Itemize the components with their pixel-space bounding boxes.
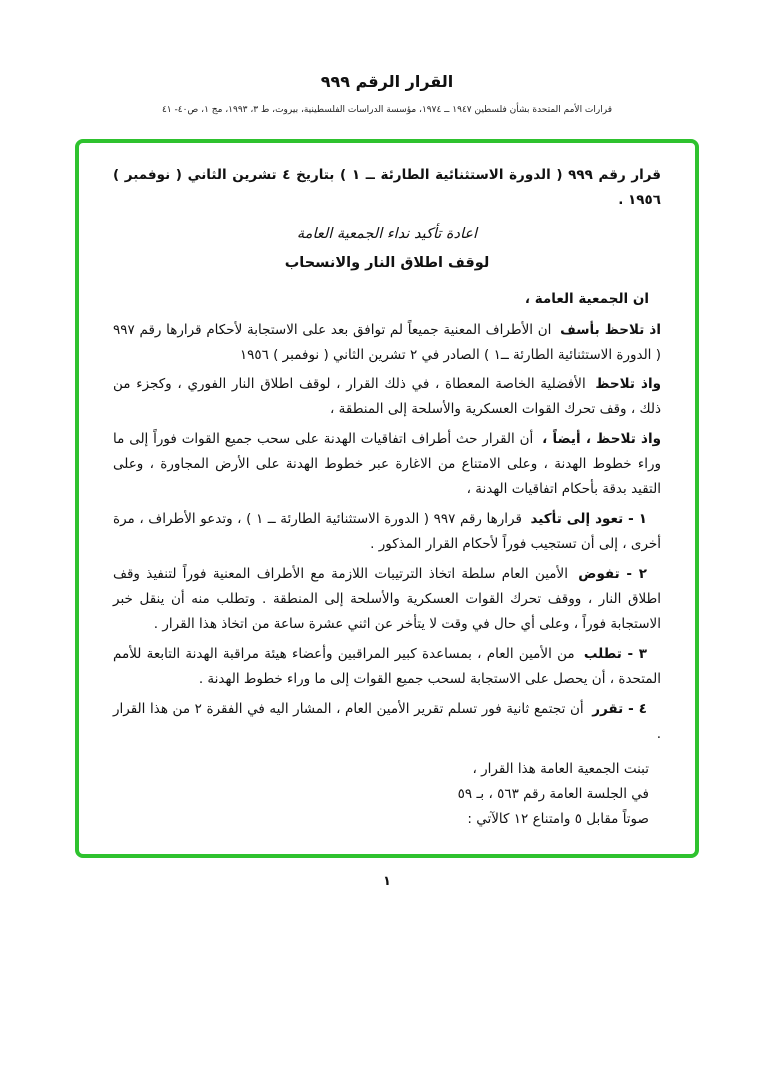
operative-paragraph-4 (113, 697, 661, 747)
paragraph-text: من الأمين العام ، بمساعدة كبير المراقبين وأعضاء هيئة مراقبة الهدنة التابعة للأمم المتحدة ، أن يحصل على الاستجابة لسحب جميع القوات إلى ما وراء خطوط الهدنة . (113, 646, 661, 688)
paragraph-lead: ٢ - تفوض (578, 566, 647, 583)
adoption-line-2: في الجلسة العامة رقم ٥٦٣ ، بـ ٥٩ (457, 786, 649, 802)
paragraph-lead: واذ تلاحظ ، أيضاً ، (542, 431, 661, 448)
paragraph-noting-regret (113, 318, 661, 368)
citation-line: قرارات الأمم المتحدة بشأن فلسطين ١٩٤٧ ــ ١٩٧٤، مؤسسة الدراسات الفلسطينية، بيروت، ط ٣، ١٩٩٣، مج ١، ص٤٠- ٤١ (161, 105, 613, 115)
page-title: القرار الرقم ٩٩٩ (320, 72, 454, 91)
paragraph-lead: ١ - تعود إلى تأكيد (530, 511, 647, 528)
paragraph-lead: واذ تلاحظ (595, 376, 661, 393)
paragraph-lead: ٤ - تقرر (592, 701, 647, 718)
paragraph-text: الأمين العام سلطة اتخاذ الترتيبات اللازمة مع الأطراف المعنية فوراً لتنفيذ وقف اطلاق النار ، ووقف تحرك القوات العسكرية والأسلحة إلى المنطقة . وتطلب منه أن ينقل خبر الاستجابة فوراً ، وعلى أي حال في وقت لا يتأخر عن اثني عشرة ساعة من اتخاذ هذا القرار . (113, 566, 661, 633)
resolution-subtitle-script: اعادة تأكيد نداء الجمعية العامة (296, 225, 478, 242)
resolution-preamble: ان الجمعية العامة ، (524, 290, 649, 307)
operative-paragraph-3 (113, 642, 661, 692)
operative-paragraph-1 (113, 507, 661, 557)
adoption-note (113, 757, 661, 832)
paragraph-lead: اذ تلاحظ بأسف (560, 321, 661, 338)
paragraph-text: أن القرار حث أطراف اتفاقيات الهدنة على سحب جميع القوات فوراً إلى ما وراء خطوط الهدنة ، وعلى الامتناع من الاغارة عبر خطوط الهدنة على الأرض المجاورة ، وعلى التقيد بدقة بأحكام اتفاقيات الهدنة ، (113, 431, 661, 498)
adoption-line-1: تبنت الجمعية العامة هذا القرار ، (472, 761, 649, 778)
paragraph-noting-priority (113, 372, 661, 422)
resolution-heading: قرار رقم ٩٩٩ ( الدورة الاستثنائية الطارئة ــ ١ ) بتاريخ ٤ تشرين الثاني ( نوفمبر ) ١٩٥٦ . (113, 167, 661, 208)
paragraph-text: ان الأطراف المعنية جميعاً لم توافق بعد على الاستجابة لأحكام قرارها رقم ٩٩٧ ( الدورة الاستثنائية الطارئة ــ١ ) الصادر في ٢ تشرين الثاني ( نوفمبر ) ١٩٥٦ (113, 321, 661, 363)
adoption-line-3: صوتاً مقابل ٥ وامتناع ١٢ كالآتي : (467, 810, 649, 827)
operative-paragraph-2 (113, 562, 661, 637)
paragraph-noting-armistice (113, 427, 661, 502)
resolution-subtitle-bold: لوقف اطلاق النار والانسحاب (284, 254, 490, 271)
paragraph-text: قرارها رقم ٩٩٧ ( الدورة الاستثنائية الطارئة ــ ١ ) ، وتدعو الأطراف ، مرة أخرى ، إلى أن تستجيب فوراً لأحكام القرار المذكور . (113, 511, 661, 553)
resolution-box (75, 139, 699, 858)
page-number: ١ (383, 873, 391, 889)
paragraph-text: الأفضلية الخاصة المعطاة ، في ذلك القرار ، لوقف اطلاق النار الفوري ، وكجزء من ذلك ، وقف تحرك القوات العسكرية والأسلحة إلى المنطقة ، (113, 376, 661, 418)
paragraph-lead: ٣ - تطلب (583, 646, 648, 663)
paragraph-text: أن تجتمع ثانية فور تسلم تقرير الأمين العام ، المشار اليه في الفقرة ٢ من هذا القرار . (113, 701, 661, 743)
